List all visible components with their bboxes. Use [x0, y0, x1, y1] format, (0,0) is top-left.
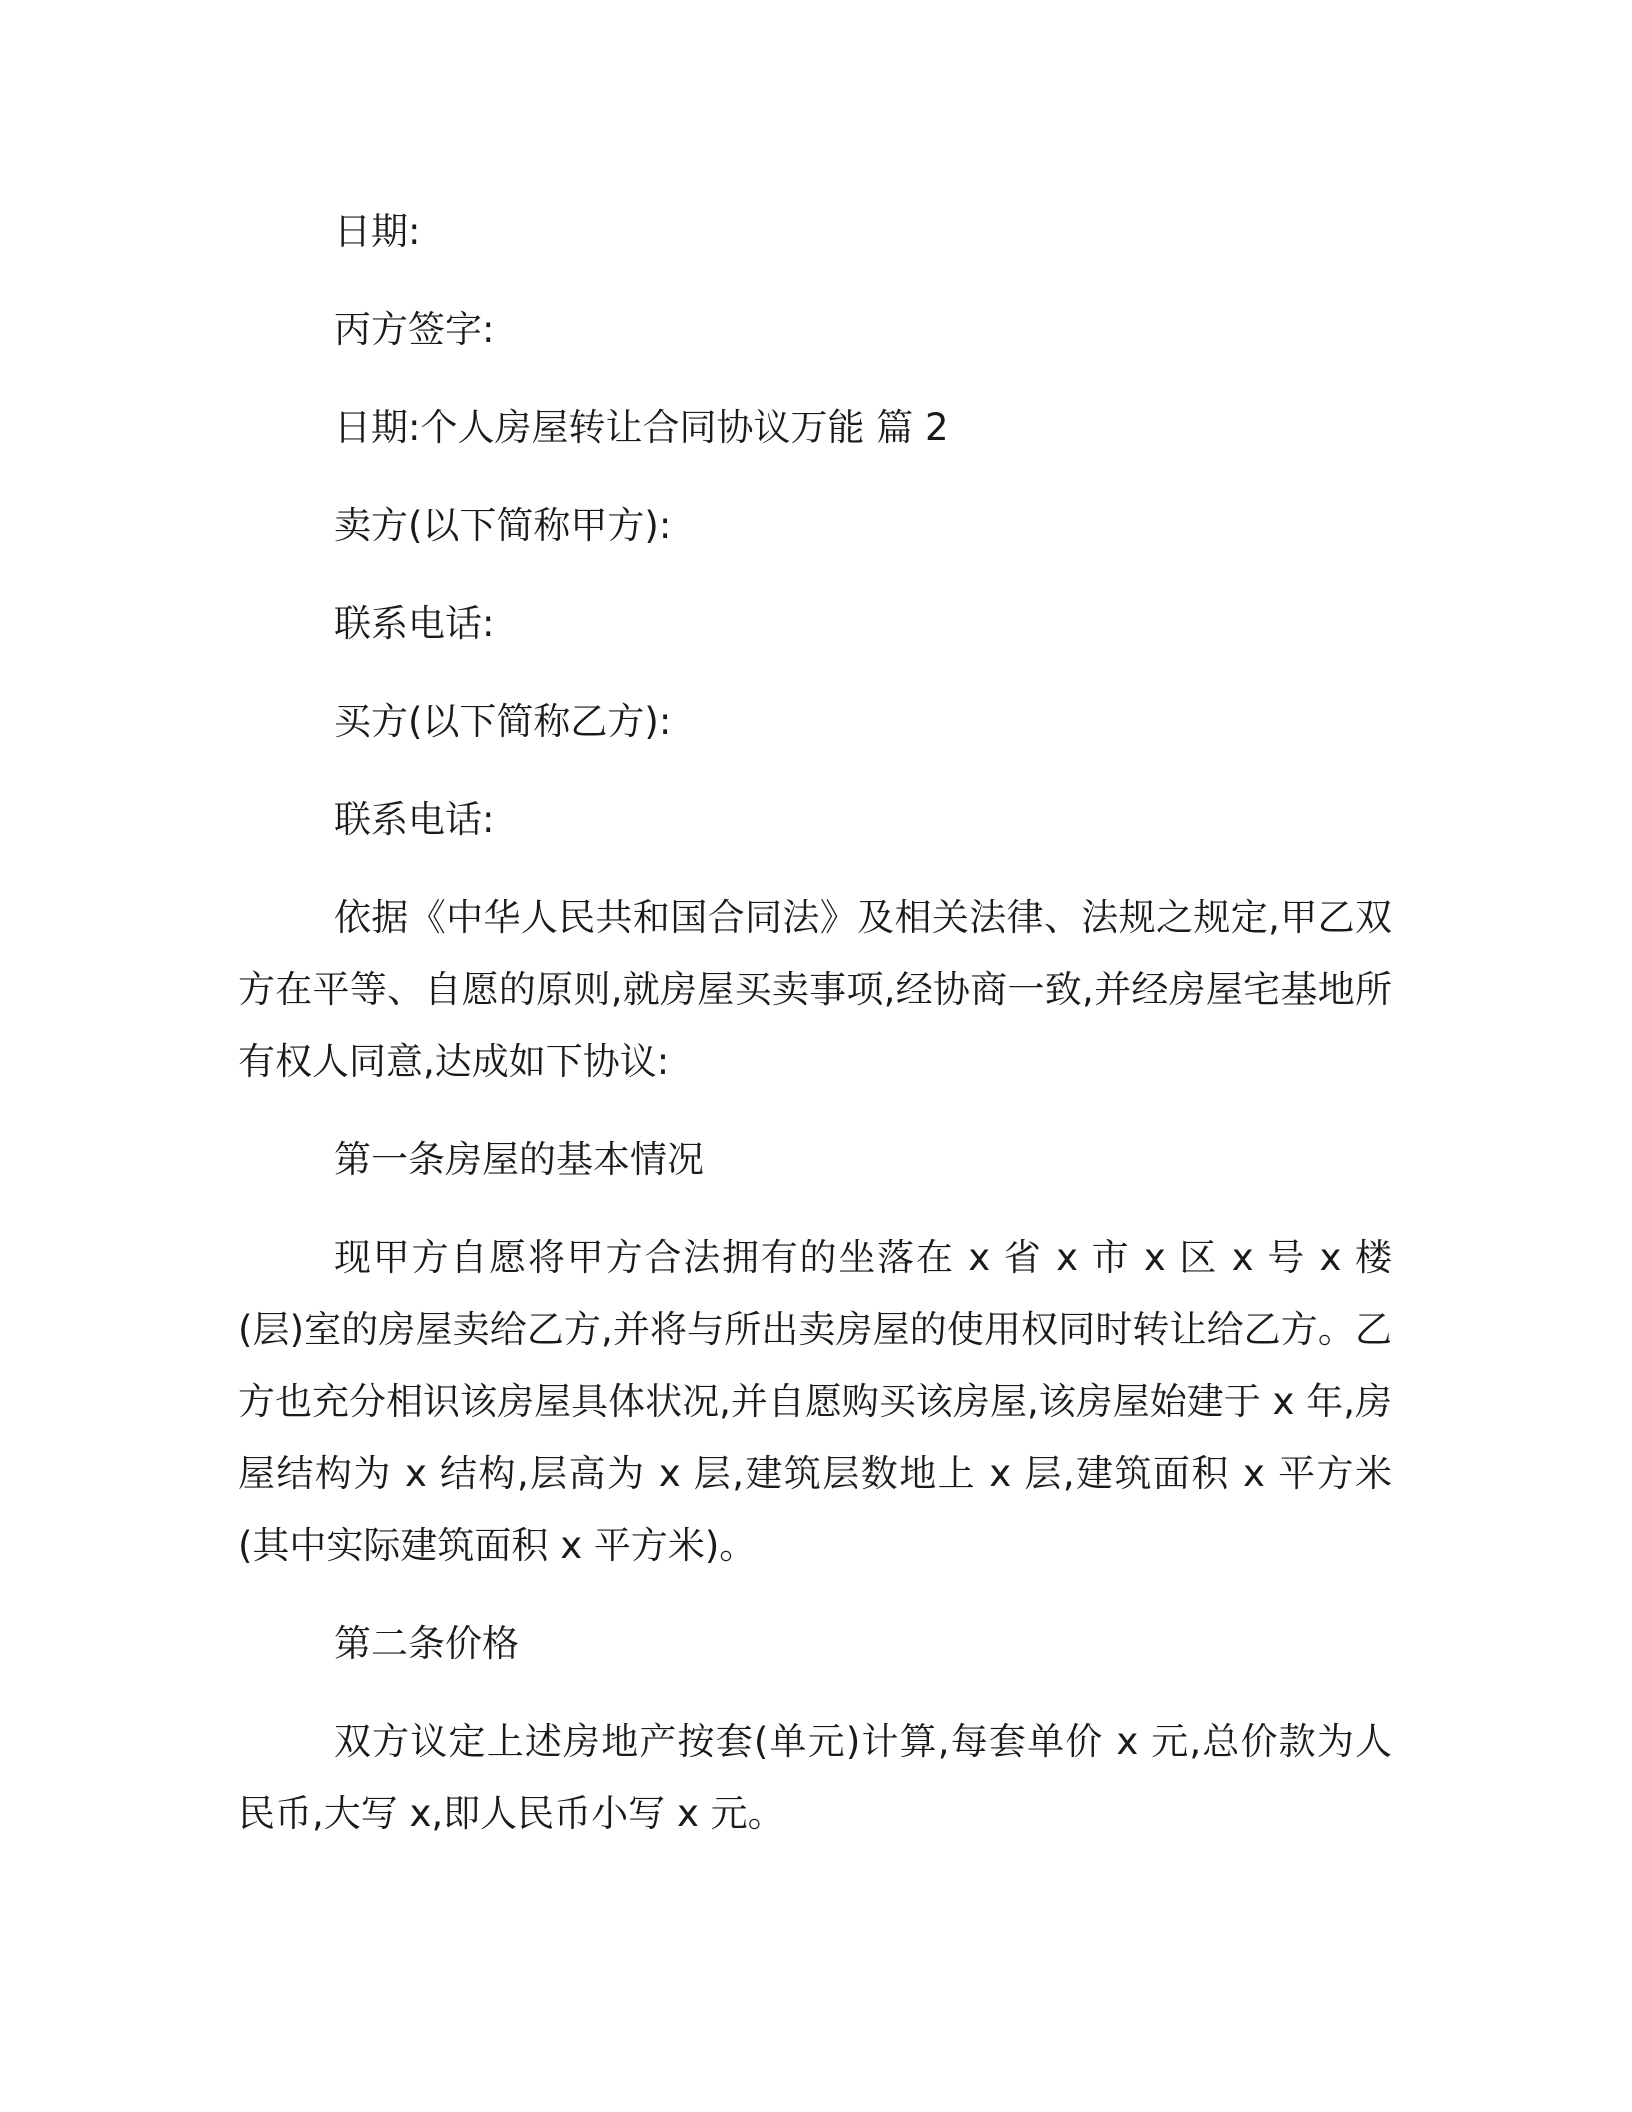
seller-phone-line: 联系电话:	[334, 602, 495, 645]
article-1-text: 现甲方自愿将甲方合法拥有的坐落在 x 省 x 市 x 区 x 号 x 楼(层)室的房屋卖给乙方,并将与所出卖房屋的使用权同时转让给乙方。乙方也充分相识该房屋具体状况,并自愿购买该房屋,该房屋始建于 x 年,房屋结构为 x 结构,层高为 x 层,建筑层数地上 x 层,建筑面积 x 平方米(其中实际建筑面积 x 平方米)。	[238, 1236, 1392, 1567]
intro-paragraph: 依据《中华人民共和国合同法》及相关法律、法规之规定,甲乙双方在平等、自愿的原则,就房屋买卖事项,经协商一致,并经房屋宅基地所有权人同意,达成如下协议:	[238, 896, 1392, 1083]
article-2-text: 双方议定上述房地产按套(单元)计算,每套单价 x 元,总价款为人民币,大写 x,即人民币小写 x 元。	[238, 1720, 1392, 1835]
buyer-line: 买方(以下简称乙方):	[334, 700, 672, 743]
party-c-signature-line: 丙方签字:	[334, 308, 495, 351]
date-line: 日期:	[334, 210, 421, 253]
seller-line: 卖方(以下简称甲方):	[334, 504, 672, 547]
document-body	[238, 196, 1392, 1850]
article-1-title: 第一条房屋的基本情况	[334, 1138, 704, 1181]
buyer-phone-line: 联系电话:	[334, 798, 495, 841]
date-and-section-title: 日期:个人房屋转让合同协议万能 篇 2	[334, 406, 949, 449]
article-2-title: 第二条价格	[334, 1622, 519, 1665]
